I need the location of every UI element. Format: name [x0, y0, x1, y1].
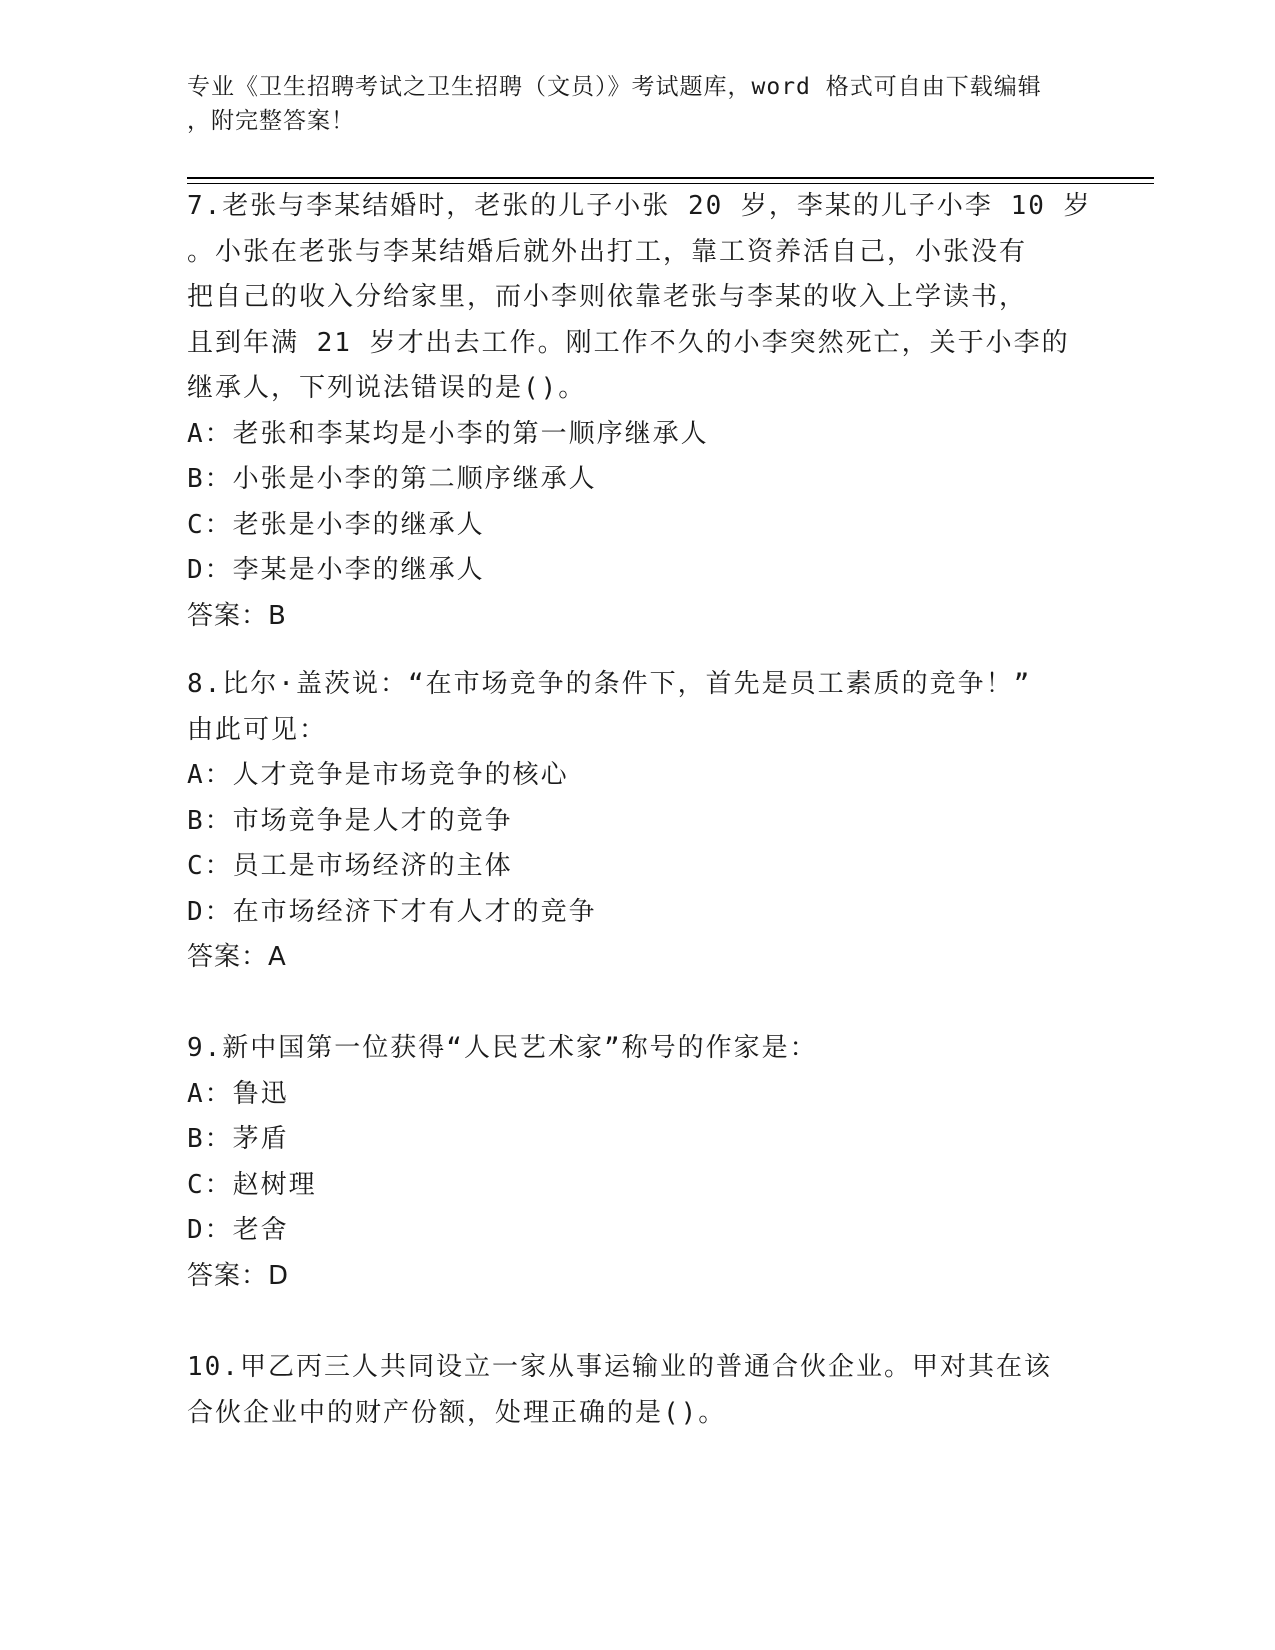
option-c: C：员工是市场经济的主体 [187, 851, 513, 881]
question-8 [187, 662, 1087, 981]
question-stem-line: 8.比尔·盖茨说：“在市场竞争的条件下，首先是员工素质的竞争！” [187, 669, 1032, 699]
option-d: D：老舍 [187, 1215, 289, 1245]
option-c: C：赵树理 [187, 1169, 317, 1200]
question-stem-line: 由此可见： [187, 714, 328, 745]
question-stem-line: 10.甲乙丙三人共同设立一家从事运输业的普通合伙企业。甲对其在该 [187, 1352, 1052, 1382]
option-a: A：人才竞争是市场竞争的核心 [187, 760, 569, 790]
question-stem-line: 继承人，下列说法错误的是()。 [187, 373, 587, 403]
answer-label: 答案：D [187, 1260, 290, 1291]
option-d: D：李某是小李的继承人 [187, 555, 485, 585]
option-d: D：在市场经济下才有人才的竞争 [187, 896, 597, 927]
question-stem-line: 且到年满 21 岁才出去工作。刚工作不久的小李突然死亡，关于小李的 [187, 327, 1070, 358]
question-9 [187, 1026, 1087, 1299]
option-a: A：老张和李某均是小李的第一顺序继承人 [187, 418, 709, 449]
question-stem-line: 把自己的收入分给家里，而小李则依靠老张与李某的收入上学读书， [187, 282, 1028, 312]
header-title-line-1: 专业《卫生招聘考试之卫生招聘（文员）》考试题库，word 格式可自由下载编辑 [187, 74, 1042, 100]
question-7 [187, 184, 1092, 639]
question-stem-line: 合伙企业中的财产份额，处理正确的是()。 [187, 1397, 727, 1428]
answer-label: 答案：A [187, 942, 287, 972]
question-10 [187, 1345, 1087, 1436]
option-b: B：小张是小李的第二顺序继承人 [187, 464, 597, 494]
document-header [187, 70, 1067, 138]
option-c: C：老张是小李的继承人 [187, 509, 485, 540]
option-b: B：市场竞争是人才的竞争 [187, 805, 513, 836]
question-stem-line: 9.新中国第一位获得“人民艺术家”称号的作家是： [187, 1033, 818, 1063]
header-title-line-2: ，附完整答案！ [187, 108, 355, 134]
question-stem-line: 。小张在老张与李某结婚后就外出打工，靠工资养活自己，小张没有 [187, 236, 1028, 267]
option-a: A：鲁迅 [187, 1078, 289, 1109]
answer-label: 答案：B [187, 600, 287, 631]
option-b: B：茅盾 [187, 1124, 289, 1154]
header-divider-thick [187, 177, 1154, 179]
question-stem-line: 7.老张与李某结婚时，老张的儿子小张 20 岁，李某的儿子小李 10 岁 [187, 191, 1092, 221]
